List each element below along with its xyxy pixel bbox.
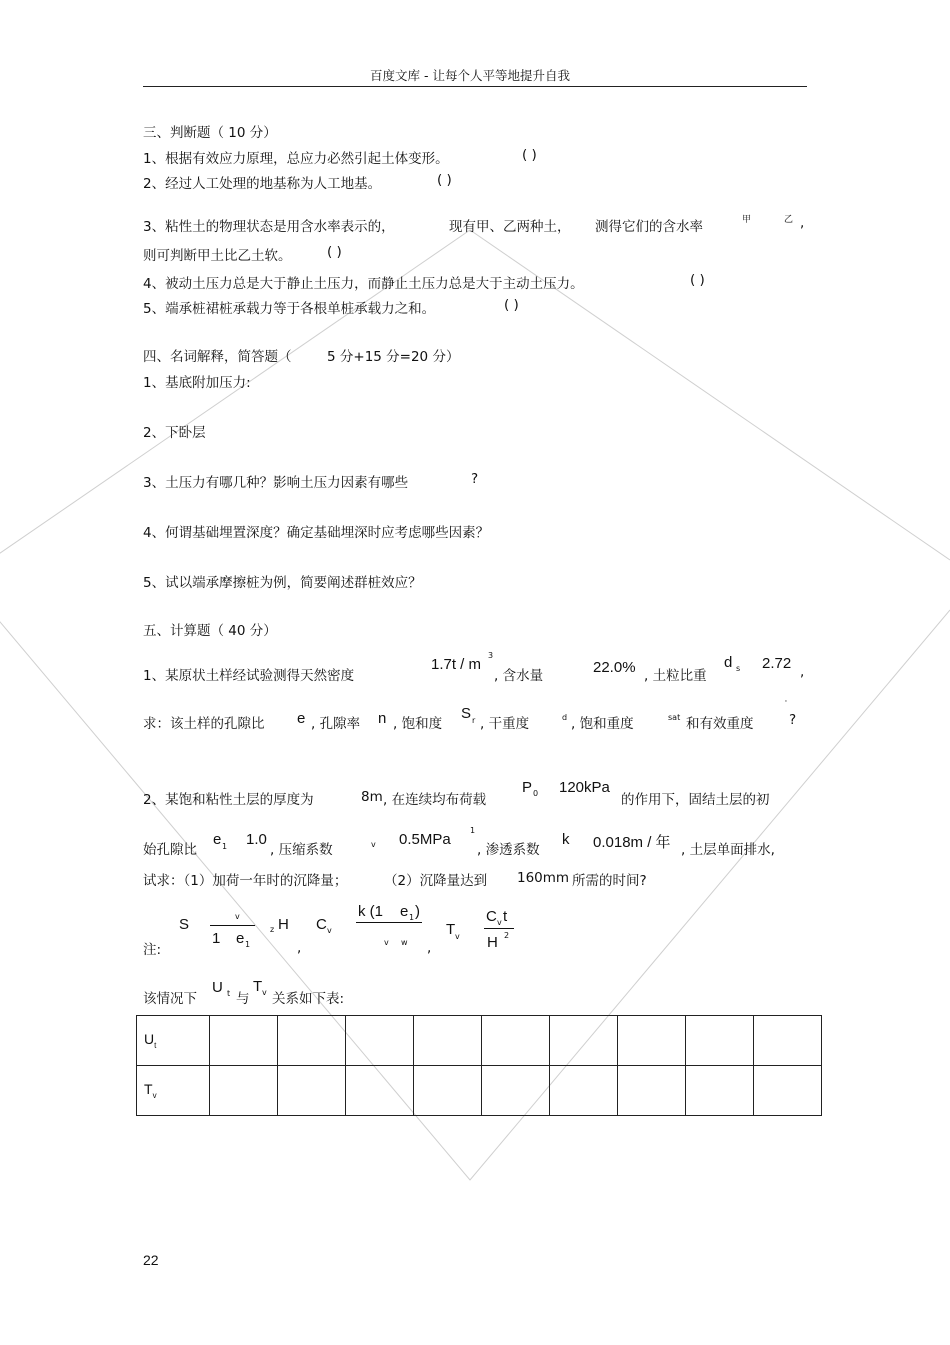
p2-p0: P bbox=[522, 779, 533, 796]
p1-specific-gravity: 2.72 bbox=[762, 655, 792, 672]
table-cell bbox=[278, 1066, 346, 1116]
relation-with: 与 bbox=[236, 991, 250, 1007]
note-frac2-den-w: w bbox=[401, 938, 408, 947]
p1-end-comma: , bbox=[800, 664, 805, 680]
s4-question-3: 3、土压力有哪几种？影响土压力因素有哪些 bbox=[143, 475, 409, 491]
relation-tv: T bbox=[253, 978, 263, 995]
note-frac2-num-sub: 1 bbox=[409, 913, 415, 922]
p2-line2-b: , 压缩系数 bbox=[270, 842, 333, 858]
table-cell bbox=[550, 1066, 618, 1116]
p2-load: 120kPa bbox=[559, 779, 610, 796]
p2-e1-value: 1.0 bbox=[246, 831, 267, 848]
p2-text-a: 2、某饱和粘性土层的厚度为 bbox=[143, 792, 314, 808]
relation-text-a: 该情况下 bbox=[143, 991, 197, 1007]
section5-heading: 五、计算题（ 40 分） bbox=[143, 623, 277, 639]
p2-e1-sub: 1 bbox=[222, 842, 228, 851]
note-frac2-num-k: k (1 bbox=[358, 903, 384, 920]
note-frac3-den: H bbox=[487, 934, 498, 951]
relation-tv-sub: v bbox=[262, 988, 267, 997]
relation-text-b: 关系如下表: bbox=[272, 991, 345, 1007]
note-frac1-den-sub: 1 bbox=[245, 940, 251, 949]
p2-av-exp: 1 bbox=[470, 826, 476, 835]
p2-text-b: , 在连续均布荷载 bbox=[383, 792, 487, 808]
p2-line2-c: , 渗透系数 bbox=[477, 842, 540, 858]
p1-line2-e: , 饱和重度 bbox=[571, 716, 634, 732]
p1-text-a: 1、某原状土样经试验测得天然密度 bbox=[143, 668, 355, 684]
s3-question-2: 2、经过人工处理的地基称为人工地基。 bbox=[143, 176, 382, 192]
s4-question-3-mark: ? bbox=[471, 471, 479, 487]
s3-question-4: 4、被动土压力总是大于静止土压力，而静止土压力总是大于主动土压力。 bbox=[143, 276, 584, 292]
p2-line3-d: 所需的时间? bbox=[572, 873, 647, 889]
note-comma-2: , bbox=[427, 940, 432, 956]
p1-line2-d: , 干重度 bbox=[480, 716, 530, 732]
s4-question-2: 2、下卧层 bbox=[143, 425, 206, 441]
p2-line2-d: , 土层单面排水, bbox=[681, 842, 775, 858]
table-cell bbox=[346, 1066, 414, 1116]
note-frac3-bar bbox=[484, 928, 514, 929]
table-cell bbox=[482, 1016, 550, 1066]
note-frac3-num: C bbox=[486, 908, 497, 925]
table-cell bbox=[754, 1016, 822, 1066]
table-cell bbox=[550, 1016, 618, 1066]
p2-line3-c: 160mm bbox=[517, 870, 570, 886]
p1-tick: ' bbox=[785, 699, 787, 707]
s3-answer-paren-5: ( ) bbox=[504, 297, 519, 313]
s3-question-3c: 测得它们的含水率 bbox=[595, 219, 703, 235]
s3-answer-paren-1: ( ) bbox=[522, 147, 537, 163]
ut-tv-table bbox=[136, 1015, 822, 1116]
p1-text-c: , 土粒比重 bbox=[644, 668, 707, 684]
p1-line2-a: 求：该土样的孔隙比 bbox=[143, 716, 265, 732]
note-frac2-num-e: e bbox=[400, 903, 409, 920]
p1-sr: S bbox=[461, 705, 472, 722]
note-frac3-num-t: t bbox=[503, 908, 508, 925]
p2-k-value: 0.018m / 年 bbox=[593, 834, 671, 851]
s3-question-3-line2: 则可判断甲土比乙土软。 bbox=[143, 248, 292, 264]
section4-heading: 四、名词解释，简答题（ bbox=[143, 349, 292, 365]
header-divider bbox=[143, 86, 807, 87]
table-cell bbox=[618, 1016, 686, 1066]
table-cell bbox=[618, 1066, 686, 1116]
s3-answer-paren-3: ( ) bbox=[327, 244, 342, 260]
note-frac2-den-v: v bbox=[384, 938, 389, 947]
p1-sat-sub: sat bbox=[668, 713, 681, 722]
row-label-ut: $U_t$ bbox=[137, 1016, 210, 1066]
p2-line2-a: 始孔隙比 bbox=[143, 842, 197, 858]
table-cell bbox=[278, 1016, 346, 1066]
note-frac3-den-exp: 2 bbox=[504, 931, 510, 940]
p2-e1: e bbox=[213, 831, 222, 848]
s3-question-3b: 现有甲、乙两种土， bbox=[449, 219, 571, 235]
s3-q3-yi: 乙 bbox=[784, 215, 794, 225]
p2-p0-sub: 0 bbox=[533, 789, 539, 798]
row-label-tv: $T_v$ bbox=[137, 1066, 210, 1116]
table-cell bbox=[210, 1066, 278, 1116]
p2-text-c: 的作用下，固结土层的初 bbox=[621, 792, 770, 808]
table-cell bbox=[414, 1066, 482, 1116]
note-cv: C bbox=[316, 916, 327, 933]
note-frac1-num: v bbox=[235, 912, 240, 921]
s4-question-4: 4、何谓基础埋置深度？确定基础埋深时应考虑哪些因素？ bbox=[143, 525, 490, 541]
header-title: 百度文库 - 让每个人平等地提升自我 bbox=[370, 68, 570, 83]
table-row-ut bbox=[137, 1016, 822, 1066]
note-tv-sub: v bbox=[455, 932, 460, 941]
p2-thickness: 8m bbox=[361, 789, 383, 805]
p1-density: 1.7t / m bbox=[431, 656, 482, 673]
note-frac1-den-e: e bbox=[236, 930, 245, 947]
p1-sr-sub: r bbox=[472, 716, 476, 725]
p1-ds-sub: s bbox=[736, 664, 741, 673]
p1-moisture: 22.0% bbox=[593, 659, 636, 676]
note-h: H bbox=[278, 916, 289, 933]
table-cell bbox=[414, 1016, 482, 1066]
p2-av: 0.5MPa bbox=[399, 831, 451, 848]
note-frac1-den-1: 1 bbox=[212, 930, 221, 947]
note-z: z bbox=[270, 925, 275, 934]
s3-answer-paren-4: ( ) bbox=[690, 272, 705, 288]
table-row-tv bbox=[137, 1066, 822, 1116]
note-comma-1: , bbox=[297, 940, 302, 956]
s4-question-1: 1、基底附加压力: bbox=[143, 375, 251, 391]
note-label: 注: bbox=[143, 942, 162, 958]
s3-question-3a: 3、粘性土的物理状态是用含水率表示的， bbox=[143, 219, 395, 235]
table-cell bbox=[210, 1016, 278, 1066]
p1-e: e bbox=[297, 710, 306, 727]
relation-ut-sub: t bbox=[227, 989, 231, 998]
p1-density-exp: 3 bbox=[488, 651, 494, 660]
p1-line2-f: 和有效重度 bbox=[686, 716, 754, 732]
s3-q3-jia: 甲 bbox=[742, 215, 752, 225]
s3-question-1: 1、根据有效应力原理，总应力必然引起土体变形。 bbox=[143, 151, 449, 167]
page-number: 22 bbox=[143, 1252, 159, 1268]
s4-question-5: 5、试以端承摩擦桩为例，简要阐述群桩效应？ bbox=[143, 575, 422, 591]
table-cell bbox=[754, 1066, 822, 1116]
p2-k: k bbox=[562, 831, 570, 848]
p1-n: n bbox=[378, 710, 387, 727]
section3-heading: 三、判断题（ 10 分） bbox=[143, 125, 277, 141]
table-cell bbox=[482, 1066, 550, 1116]
note-tv: T bbox=[446, 921, 456, 938]
table-cell bbox=[686, 1066, 754, 1116]
p2-line3-a: 试求：（1）加荷一年时的沉降量； bbox=[143, 873, 348, 889]
p1-question-mark: ? bbox=[789, 712, 797, 728]
table-cell bbox=[346, 1016, 414, 1066]
note-frac1-bar bbox=[210, 925, 255, 926]
note-frac2-num-close: ) bbox=[415, 903, 420, 920]
s3-answer-paren-2: ( ) bbox=[437, 172, 452, 188]
note-s: S bbox=[179, 916, 190, 933]
note-frac3-num-sub: v bbox=[497, 918, 502, 927]
p1-ds: d bbox=[724, 654, 733, 671]
p1-line2-c: , 饱和度 bbox=[393, 716, 443, 732]
s3-q3-comma: , bbox=[800, 215, 805, 231]
note-frac2-bar bbox=[356, 922, 422, 923]
p2-line3-b: （2）沉降量达到 bbox=[384, 873, 488, 889]
note-cv-sub: v bbox=[327, 926, 332, 935]
table-cell bbox=[686, 1016, 754, 1066]
s3-question-5: 5、端承桩裙桩承载力等于各根单桩承载力之和。 bbox=[143, 301, 436, 317]
relation-ut: U bbox=[212, 979, 223, 996]
p2-av-sub: v bbox=[371, 840, 376, 849]
p1-text-b: , 含水量 bbox=[494, 668, 544, 684]
section4-heading-score: 5 分+15 分=20 分） bbox=[327, 349, 460, 365]
p1-d-sub: d bbox=[562, 713, 568, 722]
p1-line2-b: , 孔隙率 bbox=[311, 716, 361, 732]
